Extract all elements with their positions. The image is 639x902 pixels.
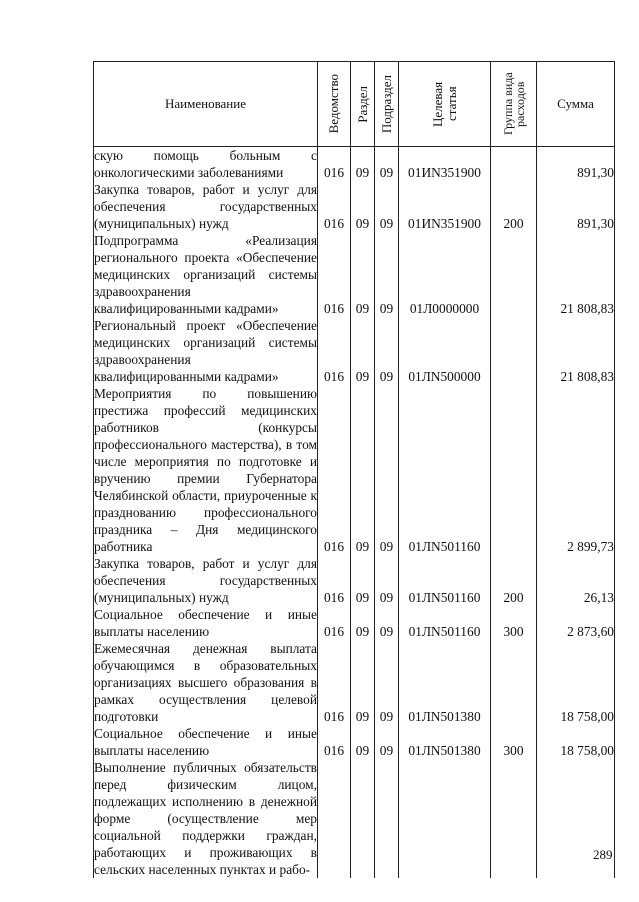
row-name: Подпрограмма «Реализация регионального проекта «Обеспечение медицинских организаций системы здравоохранения квалифицированными кадрами»: [94, 233, 317, 316]
row-podrazdel: 09: [375, 147, 399, 182]
row-summa: 21 808,83: [537, 317, 615, 385]
header-name: Наименование: [94, 62, 318, 147]
header-summa: Сумма: [537, 62, 615, 147]
row-podrazdel: 09: [375, 181, 399, 232]
row-vedomstvo: 016: [318, 181, 351, 232]
row-podrazdel: [375, 759, 399, 878]
header-gruppa-vida-rashodov: Группа вида расходов: [491, 62, 537, 147]
row-razdel: 09: [351, 317, 375, 385]
row-celevaya-statya: 01ЛN501160: [399, 385, 491, 555]
row-gruppa: [491, 640, 537, 725]
page-number: 289: [593, 847, 613, 862]
table-row: [94, 555, 615, 606]
row-vedomstvo: 016: [318, 232, 351, 317]
table-row: [94, 640, 615, 725]
row-name: Региональный проект «Обеспечение медицинских организаций системы здравоохранения квалифицированными кадрами»: [94, 318, 317, 384]
row-vedomstvo: 016: [318, 317, 351, 385]
row-summa: 2 873,60: [537, 606, 615, 640]
table-row: [94, 317, 615, 385]
row-celevaya-statya: [399, 759, 491, 878]
header-celevaya-statya: Целевая статья: [399, 62, 491, 147]
row-gruppa: 300: [491, 725, 537, 759]
row-vedomstvo: 016: [318, 555, 351, 606]
table-row: [94, 385, 615, 555]
header-vedomstvo: Ведомство: [318, 62, 351, 147]
row-gruppa: 200: [491, 181, 537, 232]
table-row: [94, 232, 615, 317]
row-celevaya-statya: 01ИN351900: [399, 181, 491, 232]
table-row: [94, 759, 615, 878]
row-celevaya-statya: 01ЛN501160: [399, 555, 491, 606]
row-name: Социальное обеспечение и иные выплаты населению: [94, 607, 317, 639]
row-podrazdel: 09: [375, 232, 399, 317]
budget-table: [93, 61, 615, 878]
row-razdel: 09: [351, 640, 375, 725]
row-vedomstvo: [318, 759, 351, 878]
row-podrazdel: 09: [375, 606, 399, 640]
row-razdel: [351, 759, 375, 878]
table-row: [94, 606, 615, 640]
row-celevaya-statya: 01ИN351900: [399, 147, 491, 182]
row-celevaya-statya: 01ЛN501380: [399, 725, 491, 759]
row-summa: 18 758,00: [537, 725, 615, 759]
row-vedomstvo: 016: [318, 385, 351, 555]
row-name: Закупка товаров, работ и услуг для обеспечения государственных (муниципальных) нужд: [94, 182, 317, 231]
table-row: [94, 181, 615, 232]
row-razdel: 09: [351, 725, 375, 759]
row-summa: 18 758,00: [537, 640, 615, 725]
row-gruppa: 200: [491, 555, 537, 606]
row-podrazdel: 09: [375, 385, 399, 555]
row-name: скую помощь больным с онкологическими заболеваниями: [94, 148, 317, 180]
row-gruppa: [491, 385, 537, 555]
row-celevaya-statya: 01ЛN501160: [399, 606, 491, 640]
row-razdel: 09: [351, 181, 375, 232]
row-celevaya-statya: 01Л0000000: [399, 232, 491, 317]
row-gruppa: [491, 317, 537, 385]
row-summa: 26,13: [537, 555, 615, 606]
row-celevaya-statya: 01ЛN500000: [399, 317, 491, 385]
row-gruppa: [491, 759, 537, 878]
row-summa: 891,30: [537, 147, 615, 182]
row-podrazdel: 09: [375, 640, 399, 725]
row-podrazdel: 09: [375, 555, 399, 606]
row-name: Мероприятия по повышению престижа профессий медицинских работников (конкурсы профессионального мастерства), в том числе мероприятия по подготовке и вручению премии Губернатора Челябинской области, приуроченные к празднованию профессионального праздника – Дня медицинского работника: [94, 386, 317, 554]
row-celevaya-statya: 01ЛN501380: [399, 640, 491, 725]
row-gruppa: 300: [491, 606, 537, 640]
row-podrazdel: 09: [375, 317, 399, 385]
row-name: Закупка товаров, работ и услуг для обеспечения государственных (муниципальных) нужд: [94, 556, 317, 605]
table-row: [94, 147, 615, 182]
row-vedomstvo: 016: [318, 725, 351, 759]
row-razdel: 09: [351, 606, 375, 640]
table-body: [94, 147, 615, 879]
row-podrazdel: 09: [375, 725, 399, 759]
row-gruppa: [491, 147, 537, 182]
row-name: Выполнение публичных обязательств перед физическим лицом, подлежащих исполнению в денежной форме (осуществление мер социальной поддержки граждан, работающих и проживающих в сельских населенных пунктах и рабо-: [94, 760, 317, 877]
row-gruppa: [491, 232, 537, 317]
row-summa: 2 899,73: [537, 385, 615, 555]
row-razdel: 09: [351, 385, 375, 555]
row-vedomstvo: 016: [318, 147, 351, 182]
row-razdel: 09: [351, 147, 375, 182]
row-summa: 21 808,83: [537, 232, 615, 317]
header-razdel: Раздел: [351, 62, 375, 147]
row-vedomstvo: 016: [318, 606, 351, 640]
row-summa: 891,30: [537, 181, 615, 232]
row-razdel: 09: [351, 555, 375, 606]
table-header: [94, 62, 615, 147]
row-vedomstvo: 016: [318, 640, 351, 725]
row-name: Социальное обеспечение и иные выплаты населению: [94, 726, 317, 758]
row-razdel: 09: [351, 232, 375, 317]
table-row: [94, 725, 615, 759]
row-name: Ежемесячная денежная выплата обучающимся в образовательных организациях высшего образования в рамках осуществления целевой подготовки: [94, 641, 317, 724]
header-podrazdel: Подраздел: [375, 62, 399, 147]
